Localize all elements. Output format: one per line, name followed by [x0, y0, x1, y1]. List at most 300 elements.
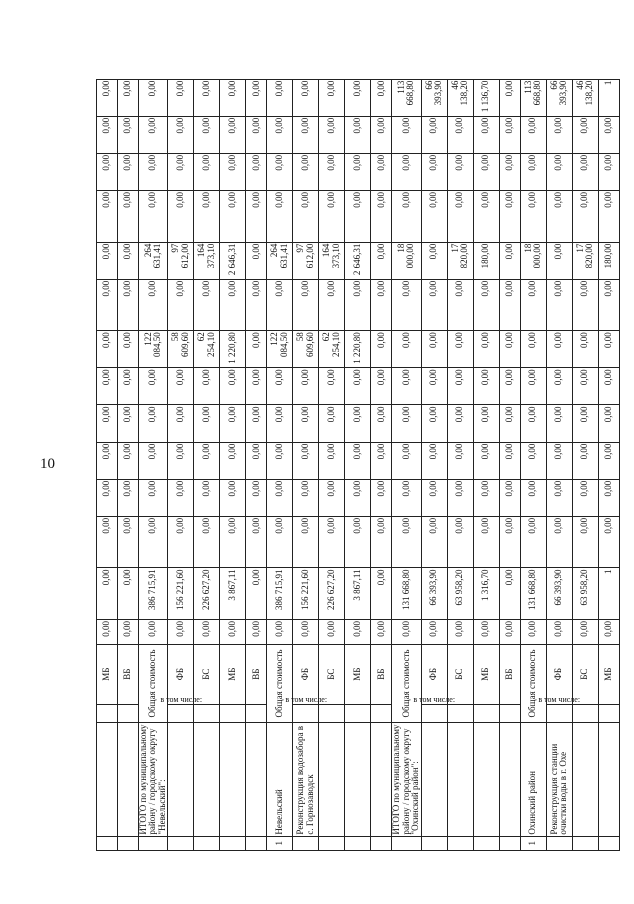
value-cell: 0,00 — [447, 279, 473, 331]
value-cell: 0,00 — [319, 516, 345, 568]
page-number: 10 — [40, 456, 55, 472]
value-cell: 0,00 — [473, 116, 499, 153]
row-index — [473, 836, 499, 850]
value-cell: 0,00 — [267, 191, 293, 243]
table-body — [97, 26, 620, 851]
row-index — [546, 836, 572, 850]
value-cell: 0,00 — [447, 442, 473, 479]
value-cell: 1 220,80 — [345, 331, 371, 368]
including-label — [284, 695, 327, 723]
blank-cell — [246, 704, 267, 723]
value-cell: 0,00 — [319, 153, 345, 190]
value-cell: 0,00 — [168, 405, 194, 442]
value-cell: 0,00 — [447, 368, 473, 405]
value-cell: 0,00 — [371, 279, 392, 331]
value-cell: 0,00 — [421, 191, 447, 243]
row-title — [319, 723, 345, 836]
value-cell: 0,00 — [293, 479, 319, 516]
value-cell: 0,00 — [118, 191, 139, 243]
total-cost-label: Общая стоимость — [520, 644, 546, 722]
value-cell: 0,00 — [371, 442, 392, 479]
value-cell: 0,00 — [293, 368, 319, 405]
value-cell: 0,00 — [546, 516, 572, 568]
budget-table — [96, 25, 620, 851]
value-cell: 0,00 — [546, 242, 572, 279]
table-row — [267, 26, 293, 851]
value-cell: 0,00 — [421, 279, 447, 331]
value-cell: 0,00 — [97, 153, 118, 190]
value-cell: 0,00 — [598, 479, 619, 516]
value-cell: 0,00 — [97, 516, 118, 568]
value-cell: 58 609,60 — [293, 331, 319, 368]
row-index: 1 — [267, 836, 293, 850]
value-cell: 2 646,31 — [220, 242, 246, 279]
value-cell: 164 373,10 — [319, 242, 345, 279]
row-index — [293, 836, 319, 850]
blank-cell — [97, 704, 118, 723]
value-cell: 0,00 — [499, 79, 520, 116]
value-cell: 0,00 — [499, 368, 520, 405]
value-cell: 58 609,60 — [168, 331, 194, 368]
value-cell: 0,00 — [499, 516, 520, 568]
value-cell: 0,00 — [598, 620, 619, 645]
value-cell: 66 393,90 — [421, 79, 447, 116]
table-row — [572, 26, 598, 851]
value-cell: 0,00 — [473, 279, 499, 331]
blank-cell — [194, 704, 220, 723]
value-cell: 0,00 — [421, 479, 447, 516]
value-cell: 0,00 — [246, 331, 267, 368]
value-cell: 0,00 — [371, 405, 392, 442]
value-cell: 0,00 — [168, 79, 194, 116]
value-cell: 0,00 — [520, 479, 546, 516]
value-cell: 386 715,91 — [267, 568, 293, 620]
value-cell: 0,00 — [97, 405, 118, 442]
value-cell: 0,00 — [598, 368, 619, 405]
value-cell: 46 138,20 — [447, 79, 473, 116]
value-cell: 0,00 — [293, 516, 319, 568]
value-cell: 0,00 — [598, 516, 619, 568]
value-cell: 0,00 — [520, 516, 546, 568]
value-cell: 66 393,90 — [546, 568, 572, 620]
value-cell: 0,00 — [118, 479, 139, 516]
value-cell: 226 627,20 — [194, 568, 220, 620]
value-cell: 17 820,00 — [447, 242, 473, 279]
blank-cell — [319, 704, 345, 723]
row-title — [572, 723, 598, 836]
row-index — [345, 836, 371, 850]
value-cell: 0,00 — [598, 153, 619, 190]
value-cell: 0,00 — [392, 405, 421, 442]
value-cell: 0,00 — [473, 620, 499, 645]
value-cell: 0,00 — [139, 279, 168, 331]
value-cell: 0,00 — [499, 191, 520, 243]
value-cell: 131 668,80 — [392, 568, 421, 620]
value-cell: 0,00 — [345, 442, 371, 479]
value-cell: 18 000,00 — [392, 242, 421, 279]
value-cell: 0,00 — [572, 116, 598, 153]
value-cell: 0,00 — [118, 442, 139, 479]
value-cell: 0,00 — [546, 620, 572, 645]
value-cell: 0,00 — [139, 442, 168, 479]
fund-code: ВБ — [118, 644, 139, 704]
value-cell: 0,00 — [345, 516, 371, 568]
value-cell: 97 612,00 — [293, 242, 319, 279]
value-cell: 0,00 — [194, 620, 220, 645]
value-cell: 0,00 — [473, 153, 499, 190]
row-title: Реконструкция станции очистки воды в г. Охе — [546, 723, 572, 836]
value-cell: 0,00 — [267, 620, 293, 645]
value-cell: 1 136,70 — [473, 79, 499, 116]
row-index — [598, 836, 619, 850]
value-cell: 0,00 — [267, 279, 293, 331]
fund-code: ФБ — [293, 644, 319, 704]
value-cell: 113 668,80 — [520, 79, 546, 116]
value-cell: 0,00 — [499, 116, 520, 153]
value-cell: 0,00 — [447, 405, 473, 442]
value-cell: 0,00 — [345, 479, 371, 516]
value-cell: 0,00 — [293, 153, 319, 190]
value-cell: 0,00 — [97, 479, 118, 516]
fund-code: БС — [572, 644, 598, 704]
value-cell: 0,00 — [392, 331, 421, 368]
table-row — [447, 26, 473, 851]
row-index — [194, 836, 220, 850]
value-cell: 17 820,00 — [572, 242, 598, 279]
value-cell: 0,00 — [246, 516, 267, 568]
value-cell: 66 393,90 — [421, 568, 447, 620]
blank-cell — [345, 704, 371, 723]
value-cell: 0,00 — [345, 279, 371, 331]
including-text: в том числе: — [413, 695, 455, 705]
value-cell: 0,00 — [499, 479, 520, 516]
value-cell: 0,00 — [345, 405, 371, 442]
value-cell: 0,00 — [473, 442, 499, 479]
value-cell: 1 — [598, 568, 619, 620]
value-cell: 0,00 — [319, 620, 345, 645]
value-cell: 0,00 — [421, 116, 447, 153]
table-row — [220, 26, 246, 851]
value-cell: 97 612,00 — [168, 242, 194, 279]
value-cell: 0,00 — [168, 442, 194, 479]
value-cell: 1 220,80 — [220, 331, 246, 368]
value-cell: 0,00 — [371, 568, 392, 620]
value-cell: 62 254,10 — [194, 331, 220, 368]
rotated-table — [96, 25, 616, 851]
row-index — [246, 836, 267, 850]
rotated-table-area — [96, 25, 616, 851]
value-cell: 0,00 — [473, 479, 499, 516]
value-cell: 2 646,31 — [345, 242, 371, 279]
fund-code: ВБ — [246, 644, 267, 704]
table-row — [421, 26, 447, 851]
value-cell: 0,00 — [220, 191, 246, 243]
row-index: 1 — [520, 836, 546, 850]
value-cell: 0,00 — [267, 442, 293, 479]
value-cell: 0,00 — [139, 405, 168, 442]
value-cell: 0,00 — [246, 568, 267, 620]
value-cell: 0,00 — [139, 620, 168, 645]
value-cell: 0,00 — [194, 516, 220, 568]
value-cell: 0,00 — [520, 368, 546, 405]
value-cell: 0,00 — [118, 153, 139, 190]
value-cell: 0,00 — [572, 516, 598, 568]
value-cell: 0,00 — [421, 442, 447, 479]
blank-cell — [220, 704, 246, 723]
value-cell: 0,00 — [246, 153, 267, 190]
value-cell: 0,00 — [118, 516, 139, 568]
table-row — [473, 26, 499, 851]
value-cell: 0,00 — [392, 479, 421, 516]
row-title — [246, 723, 267, 836]
value-cell: 0,00 — [598, 442, 619, 479]
value-cell: 0,00 — [246, 442, 267, 479]
row-title: Реконструкция водозабора в с. Горнозаводск — [293, 723, 319, 836]
value-cell: 18 000,00 — [520, 242, 546, 279]
value-cell: 0,00 — [598, 279, 619, 331]
value-cell: 0,00 — [293, 116, 319, 153]
value-cell: 0,00 — [447, 191, 473, 243]
value-cell: 0,00 — [319, 442, 345, 479]
blank-cell — [371, 704, 392, 723]
value-cell: 131 668,80 — [520, 568, 546, 620]
fund-code: БС — [194, 644, 220, 704]
value-cell: 0,00 — [319, 405, 345, 442]
value-cell: 62 254,10 — [319, 331, 345, 368]
value-cell: 0,00 — [546, 153, 572, 190]
value-cell: 0,00 — [139, 116, 168, 153]
value-cell: 0,00 — [572, 368, 598, 405]
value-cell: 0,00 — [97, 191, 118, 243]
blank-cell — [473, 704, 499, 723]
value-cell: 63 958,20 — [572, 568, 598, 620]
value-cell: 0,00 — [118, 368, 139, 405]
value-cell: 0,00 — [267, 405, 293, 442]
value-cell: 0,00 — [168, 153, 194, 190]
row-index — [572, 836, 598, 850]
fund-code: ФБ — [421, 644, 447, 704]
row-title — [421, 723, 447, 836]
row-title — [598, 723, 619, 836]
value-cell: 0,00 — [392, 620, 421, 645]
row-index — [97, 836, 118, 850]
table-row — [345, 26, 371, 851]
value-cell: 156 221,60 — [168, 568, 194, 620]
value-cell: 0,00 — [220, 479, 246, 516]
value-cell: 0,00 — [572, 405, 598, 442]
row-title: Невельский — [267, 723, 293, 836]
value-cell: 0,00 — [520, 620, 546, 645]
value-cell: 0,00 — [371, 79, 392, 116]
value-cell: 180,00 — [598, 242, 619, 279]
value-cell: 0,00 — [246, 279, 267, 331]
table-row — [246, 26, 267, 851]
value-cell: 0,00 — [220, 279, 246, 331]
table-row — [118, 26, 139, 851]
value-cell: 0,00 — [118, 242, 139, 279]
fund-code: ФБ — [168, 644, 194, 704]
blank-cell — [572, 704, 598, 723]
value-cell: 0,00 — [572, 479, 598, 516]
value-cell: 0,00 — [499, 442, 520, 479]
value-cell: 0,00 — [473, 331, 499, 368]
total-cost-label: Общая стоимость — [267, 644, 293, 722]
value-cell: 0,00 — [139, 191, 168, 243]
value-cell: 0,00 — [598, 116, 619, 153]
row-title — [97, 723, 118, 836]
value-cell: 0,00 — [168, 516, 194, 568]
value-cell: 226 627,20 — [319, 568, 345, 620]
value-cell: 0,00 — [572, 331, 598, 368]
row-index — [499, 836, 520, 850]
value-cell: 0,00 — [345, 191, 371, 243]
value-cell: 0,00 — [546, 191, 572, 243]
table-row — [293, 26, 319, 851]
value-cell: 0,00 — [572, 191, 598, 243]
table-row — [97, 26, 118, 851]
value-cell: 0,00 — [267, 479, 293, 516]
row-title: ИТОГО по муниципальному району / городскому округу "Охинский район": — [391, 724, 421, 835]
row-title — [447, 723, 473, 836]
value-cell: 0,00 — [598, 331, 619, 368]
value-cell: 0,00 — [392, 368, 421, 405]
table-row — [168, 26, 194, 851]
value-cell: 0,00 — [293, 442, 319, 479]
value-cell: 0,00 — [499, 405, 520, 442]
value-cell: 0,00 — [118, 405, 139, 442]
row-title — [194, 723, 220, 836]
value-cell: 0,00 — [392, 516, 421, 568]
fund-code: ФБ — [546, 644, 572, 704]
value-cell: 0,00 — [267, 368, 293, 405]
value-cell: 0,00 — [520, 116, 546, 153]
value-cell: 0,00 — [546, 368, 572, 405]
value-cell: 3 867,11 — [220, 568, 246, 620]
value-cell: 3 867,11 — [345, 568, 371, 620]
value-cell: 0,00 — [194, 479, 220, 516]
value-cell: 0,00 — [572, 279, 598, 331]
value-cell: 0,00 — [421, 368, 447, 405]
fund-code: МБ — [97, 644, 118, 704]
value-cell: 0,00 — [194, 442, 220, 479]
value-cell: 0,00 — [499, 279, 520, 331]
value-cell: 0,00 — [319, 479, 345, 516]
value-cell: 0,00 — [267, 79, 293, 116]
table-row — [392, 26, 421, 851]
value-cell: 0,00 — [267, 516, 293, 568]
value-cell: 0,00 — [168, 191, 194, 243]
value-cell: 0,00 — [499, 620, 520, 645]
value-cell: 0,00 — [371, 242, 392, 279]
value-cell: 0,00 — [220, 116, 246, 153]
value-cell: 0,00 — [139, 79, 168, 116]
value-cell: 0,00 — [194, 405, 220, 442]
table-row — [139, 26, 168, 851]
value-cell: 0,00 — [447, 153, 473, 190]
value-cell: 0,00 — [97, 242, 118, 279]
value-cell: 0,00 — [97, 442, 118, 479]
value-cell: 0,00 — [319, 368, 345, 405]
row-title — [473, 723, 499, 836]
value-cell: 0,00 — [371, 116, 392, 153]
table-row — [194, 26, 220, 851]
value-cell: 0,00 — [293, 405, 319, 442]
row-title — [168, 723, 194, 836]
value-cell: 0,00 — [499, 153, 520, 190]
value-cell: 0,00 — [168, 279, 194, 331]
value-cell: 0,00 — [246, 191, 267, 243]
value-cell: 0,00 — [392, 279, 421, 331]
value-cell: 0,00 — [546, 405, 572, 442]
value-cell: 0,00 — [447, 620, 473, 645]
row-title — [371, 723, 392, 836]
row-index — [220, 836, 246, 850]
row-title — [499, 723, 520, 836]
row-index — [168, 836, 194, 850]
row-index — [319, 836, 345, 850]
table-row — [499, 26, 520, 851]
value-cell: 0,00 — [267, 116, 293, 153]
value-cell: 0,00 — [572, 153, 598, 190]
including-text: в том числе: — [538, 695, 580, 705]
value-cell: 0,00 — [371, 153, 392, 190]
value-cell: 66 393,90 — [546, 79, 572, 116]
value-cell: 0,00 — [447, 516, 473, 568]
value-cell: 0,00 — [194, 79, 220, 116]
value-cell: 386 715,91 — [139, 568, 168, 620]
value-cell: 1 — [598, 79, 619, 116]
value-cell: 0,00 — [546, 116, 572, 153]
value-cell: 264 631,41 — [267, 242, 293, 279]
value-cell: 0,00 — [520, 331, 546, 368]
value-cell: 0,00 — [293, 79, 319, 116]
value-cell: 0,00 — [118, 331, 139, 368]
total-cost-label: Общая стоимость — [139, 644, 168, 722]
table-row — [546, 26, 572, 851]
value-cell: 0,00 — [246, 79, 267, 116]
value-cell: 0,00 — [97, 116, 118, 153]
value-cell: 0,00 — [220, 442, 246, 479]
value-cell: 0,00 — [392, 191, 421, 243]
value-cell: 0,00 — [139, 368, 168, 405]
value-cell: 0,00 — [293, 279, 319, 331]
including-text: в том числе: — [159, 695, 202, 705]
value-cell: 0,00 — [392, 442, 421, 479]
value-cell: 0,00 — [421, 620, 447, 645]
value-cell: 0,00 — [447, 479, 473, 516]
value-cell: 0,00 — [97, 79, 118, 116]
row-title — [345, 723, 371, 836]
value-cell: 0,00 — [97, 368, 118, 405]
value-cell: 0,00 — [168, 116, 194, 153]
value-cell: 0,00 — [345, 79, 371, 116]
value-cell: 0,00 — [447, 331, 473, 368]
value-cell: 0,00 — [520, 191, 546, 243]
value-cell: 0,00 — [421, 242, 447, 279]
including-label — [413, 695, 455, 723]
including-label — [538, 695, 580, 723]
value-cell: 0,00 — [546, 442, 572, 479]
value-cell: 164 373,10 — [194, 242, 220, 279]
value-cell: 0,00 — [473, 191, 499, 243]
row-index — [371, 836, 392, 850]
value-cell: 264 631,41 — [139, 242, 168, 279]
value-cell: 122 084,50 — [267, 331, 293, 368]
table-row — [371, 26, 392, 851]
value-cell: 0,00 — [319, 191, 345, 243]
value-cell: 0,00 — [473, 368, 499, 405]
value-cell: 0,00 — [520, 405, 546, 442]
